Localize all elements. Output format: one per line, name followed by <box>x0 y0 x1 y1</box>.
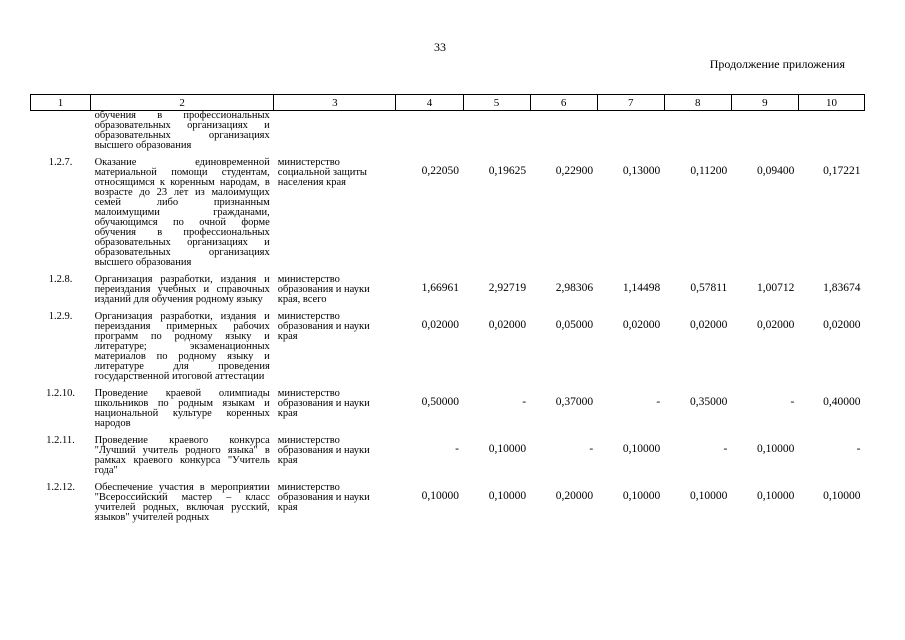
row-value: 0,02000 <box>421 319 459 331</box>
row-value: 0,10000 <box>757 490 795 502</box>
header-cell: 4 <box>396 95 463 111</box>
header-cell: 3 <box>274 95 396 111</box>
header-cell: 10 <box>798 95 864 111</box>
row-value: 0,50000 <box>421 396 459 408</box>
table-row <box>31 436 865 483</box>
row-value: 0,40000 <box>823 396 861 408</box>
row-number: 1.2.8. <box>48 274 73 285</box>
row-value: 0,02000 <box>757 319 795 331</box>
table-row <box>31 312 865 389</box>
row-number: 1.2.9. <box>48 311 73 322</box>
page-number: 33 <box>434 40 446 54</box>
row-agency: министерство образования и науки края <box>277 388 370 419</box>
row-description: Обеспечение участия в мероприятии "Всероссийский мастер – класс учителей родных, включая русский, языков" учителей родных <box>94 482 270 523</box>
row-description: обучения в профессиональных образовательных организациях и образовательных организациях высшего образования <box>94 110 270 151</box>
row-value: - <box>455 443 459 455</box>
row-value: - <box>723 443 728 455</box>
row-description: Организация разработки, издания и переиздания учебных и справочных изданий для обучения родному языку <box>94 274 270 305</box>
row-value: 0,09400 <box>757 165 795 177</box>
row-value <box>664 111 731 159</box>
row-value <box>798 111 864 159</box>
table-row <box>31 275 865 312</box>
row-value: - <box>522 396 527 408</box>
row-description: Проведение краевой олимпиады школьников по родным языкам и национальной культуре коренных народов <box>94 388 270 429</box>
row-value: 0,19625 <box>488 165 527 177</box>
header-cell: 7 <box>597 95 664 111</box>
row-agency: министерство образования и науки края <box>277 311 370 342</box>
row-value: 0,22900 <box>555 165 594 177</box>
row-number: 1.2.12. <box>46 482 75 493</box>
row-value: 0,17221 <box>823 165 861 177</box>
row-value: 0,20000 <box>555 490 594 502</box>
row-value: 0,57811 <box>690 282 728 294</box>
row-value <box>597 111 664 159</box>
row-description: Проведение краевого конкурса "Лучший учитель родного языка" в рамках краевого конкурса "Учитель года" <box>94 435 270 476</box>
table-row <box>31 158 865 275</box>
header-cell: 8 <box>664 95 731 111</box>
row-value: 1,83674 <box>823 282 861 294</box>
row-number: 1.2.7. <box>48 157 73 168</box>
row-value: 0,11200 <box>690 165 728 177</box>
row-number <box>31 111 91 159</box>
row-value: 0,10000 <box>689 490 728 502</box>
row-value <box>463 111 530 159</box>
row-number: 1.2.10. <box>46 388 75 399</box>
row-value: - <box>656 396 661 408</box>
row-value: 0,37000 <box>555 396 594 408</box>
row-value: 2,92719 <box>488 282 527 294</box>
row-agency: министерство образования и науки края, всего <box>277 274 370 305</box>
continuation-label: Продолжение приложения <box>709 57 845 71</box>
row-agency: министерство образования и науки края <box>277 482 370 513</box>
row-value: 0,05000 <box>555 319 594 331</box>
header-cell: 2 <box>91 95 274 111</box>
row-value: 0,02000 <box>689 319 728 331</box>
row-value: 0,02000 <box>488 319 527 331</box>
row-value: - <box>856 443 861 455</box>
row-value: 0,02000 <box>622 319 661 331</box>
row-value: 0,10000 <box>421 490 459 502</box>
table-row <box>31 483 865 530</box>
row-value: 0,10000 <box>823 490 861 502</box>
row-agency <box>274 111 396 159</box>
table-row <box>31 389 865 436</box>
row-value: 0,10000 <box>622 490 661 502</box>
table-row <box>31 111 865 159</box>
header-cell: 5 <box>463 95 530 111</box>
row-value: 0,02000 <box>823 319 861 331</box>
row-description: Оказание единовременной материальной помощи студентам, относящимся к коренным народам, в возрасте до 23 лет из малоимущих семей либо признанным малоимущими гражданами, обучающимся по очной форме обучения в профессиональных образовательных организациях и образовательных организациях высшего образования <box>94 157 270 268</box>
row-description: Организация разработки, издания и переиздания примерных рабочих программ по родному языку и литературе; экзаменационных материалов по родному языку и литературе для проведения государственной итоговой аттестации <box>94 311 270 382</box>
row-agency: министерство образования и науки края <box>277 435 370 466</box>
row-value <box>731 111 798 159</box>
row-value: 1,66961 <box>421 282 459 294</box>
row-number: 1.2.11. <box>46 435 75 446</box>
row-value: 0,10000 <box>488 490 527 502</box>
row-value: 0,22050 <box>421 165 459 177</box>
header-cell: 6 <box>530 95 597 111</box>
row-value: 1,00712 <box>757 282 795 294</box>
row-value: 0,13000 <box>622 165 661 177</box>
row-value: 0,10000 <box>488 443 527 455</box>
row-value <box>530 111 597 159</box>
row-value: - <box>589 443 594 455</box>
row-value <box>396 111 463 159</box>
header-cell: 1 <box>31 95 91 111</box>
header-cell: 9 <box>731 95 798 111</box>
appendix-table <box>30 94 865 530</box>
row-value: - <box>790 396 795 408</box>
row-value: 2,98306 <box>555 282 594 294</box>
table-header <box>31 95 865 111</box>
row-agency: министерство социальной защиты населения края <box>277 157 367 188</box>
row-value: 0,10000 <box>757 443 795 455</box>
row-value: 0,35000 <box>689 396 728 408</box>
row-value: 1,14498 <box>622 282 661 294</box>
row-value: 0,10000 <box>622 443 661 455</box>
